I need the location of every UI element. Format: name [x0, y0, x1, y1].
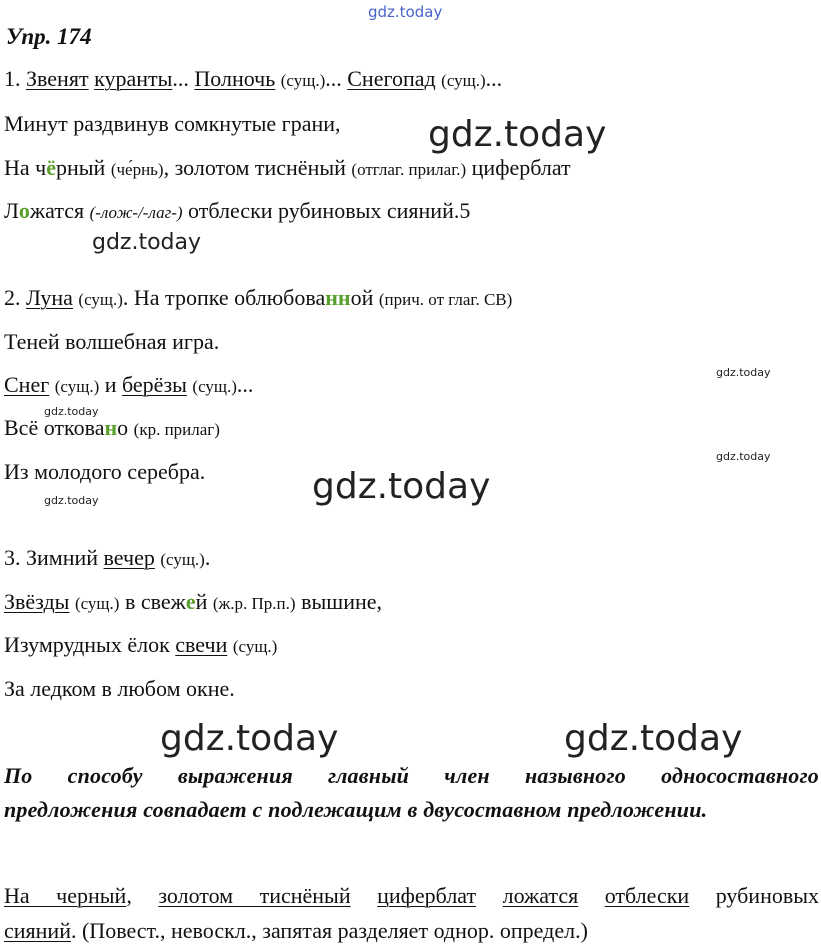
conclusion-line1: По способу выражения главный член назывного односоставного: [4, 763, 819, 788]
underlined-word: Снегопад: [347, 66, 436, 91]
watermark: gdz.today: [160, 718, 339, 759]
grammar-note: (-лож-/-лаг-): [89, 203, 183, 222]
underlined-word: ложатся: [502, 883, 579, 908]
poem3-line2: Звёзды (сущ.) в свежей (ж.р. Пр.п.) вышине,: [4, 589, 382, 614]
underlined-word: циферблат: [377, 883, 477, 908]
watermark: gdz.today: [716, 366, 771, 379]
poem2-line5: Из молодого серебра.: [4, 459, 206, 484]
underlined-word: берёзы: [122, 372, 187, 397]
underlined-word: Полночь: [194, 66, 276, 91]
analysis-line2: сияний. (Повест., невоскл., запятая разделяет однор. определ.): [4, 918, 588, 943]
highlighted-letter: н: [104, 415, 118, 440]
grammar-note: (кр. прилаг): [133, 420, 220, 439]
highlighted-letter: ё: [46, 155, 56, 180]
grammar-note: (сущ.): [160, 550, 205, 569]
poem2-line3: Снег (сущ.) и берёзы (сущ.)...: [4, 372, 254, 397]
watermark: gdz.today: [564, 718, 743, 759]
poem2-line2: Теней волшебная игра.: [4, 329, 220, 354]
underlined-word: свечи: [175, 632, 228, 657]
watermark: gdz.today: [312, 466, 491, 507]
underlined-word: Снег: [4, 372, 50, 397]
poem1-line3: На чёрный (че́рнь), золотом тиснёный (отглаг. прилаг.) циферблат: [4, 155, 571, 180]
watermark: gdz.today: [44, 405, 99, 418]
poem3-line3: Изумрудных ёлок свечи (сущ.): [4, 632, 278, 657]
poem2-line1: 2. Луна (сущ.). На тропке облюбованной (прич. от глаг. СВ): [4, 285, 513, 310]
poem1-line1: 1. Звенят куранты... Полночь (сущ.)... Снегопад (сущ.)...: [4, 66, 503, 91]
grammar-note: (сущ.): [280, 71, 326, 90]
grammar-note: (сущ.): [192, 377, 237, 396]
underlined-word: отблески: [604, 883, 690, 908]
watermark: gdz.today: [428, 114, 607, 155]
grammar-note: (сущ.): [232, 637, 278, 656]
grammar-note: (сущ.): [74, 594, 120, 613]
poem3-line1: 3. Зимний вечер (сущ.).: [4, 545, 211, 570]
grammar-note: (прич. от глаг. СВ): [378, 290, 513, 309]
underlined-word: На черный: [4, 883, 127, 908]
highlighted-letter: нн: [325, 285, 351, 310]
watermark: gdz.today: [92, 230, 202, 255]
underlined-word: сияний: [4, 918, 71, 943]
grammar-note: (ж.р. Пр.п.): [212, 594, 296, 613]
poem3-line4: За ледком в любом окне.: [4, 676, 235, 701]
watermark: gdz.today: [716, 450, 771, 463]
grammar-note: (сущ.): [54, 377, 100, 396]
poem1-line2: Минут раздвинув сомкнутые грани,: [4, 111, 341, 136]
underlined-word: вечер: [103, 545, 155, 570]
grammar-note: (отглаг. прилаг.): [351, 160, 467, 179]
grammar-note: (че́рнь): [110, 160, 164, 179]
poem2-line4: Всё отковано (кр. прилаг): [4, 415, 220, 440]
highlighted-letter: о: [18, 198, 30, 223]
grammar-note: (сущ.): [78, 290, 123, 309]
conclusion-line2: предложения совпадает с подлежащим в двусоставном предложении.: [4, 797, 708, 822]
watermark: gdz.today: [44, 494, 99, 507]
underlined-word: Луна: [26, 285, 73, 310]
underlined-word: Звёзды: [4, 589, 70, 614]
poem1-line4: Ложатся (-лож-/-лаг-) отблески рубиновых сияний.5: [4, 198, 471, 223]
underlined-word: куранты: [94, 66, 173, 91]
underlined-word: золотом тиснёный: [158, 883, 351, 908]
watermark-top: gdz.today: [368, 3, 443, 21]
highlighted-letter: е: [185, 589, 196, 614]
underlined-word: Звенят: [26, 66, 89, 91]
analysis-line1: На черный, золотом тиснёный циферблат ложатся отблески рубиновых: [4, 883, 820, 908]
grammar-note: (сущ.): [441, 71, 486, 90]
exercise-title: Упр. 174: [6, 24, 92, 49]
